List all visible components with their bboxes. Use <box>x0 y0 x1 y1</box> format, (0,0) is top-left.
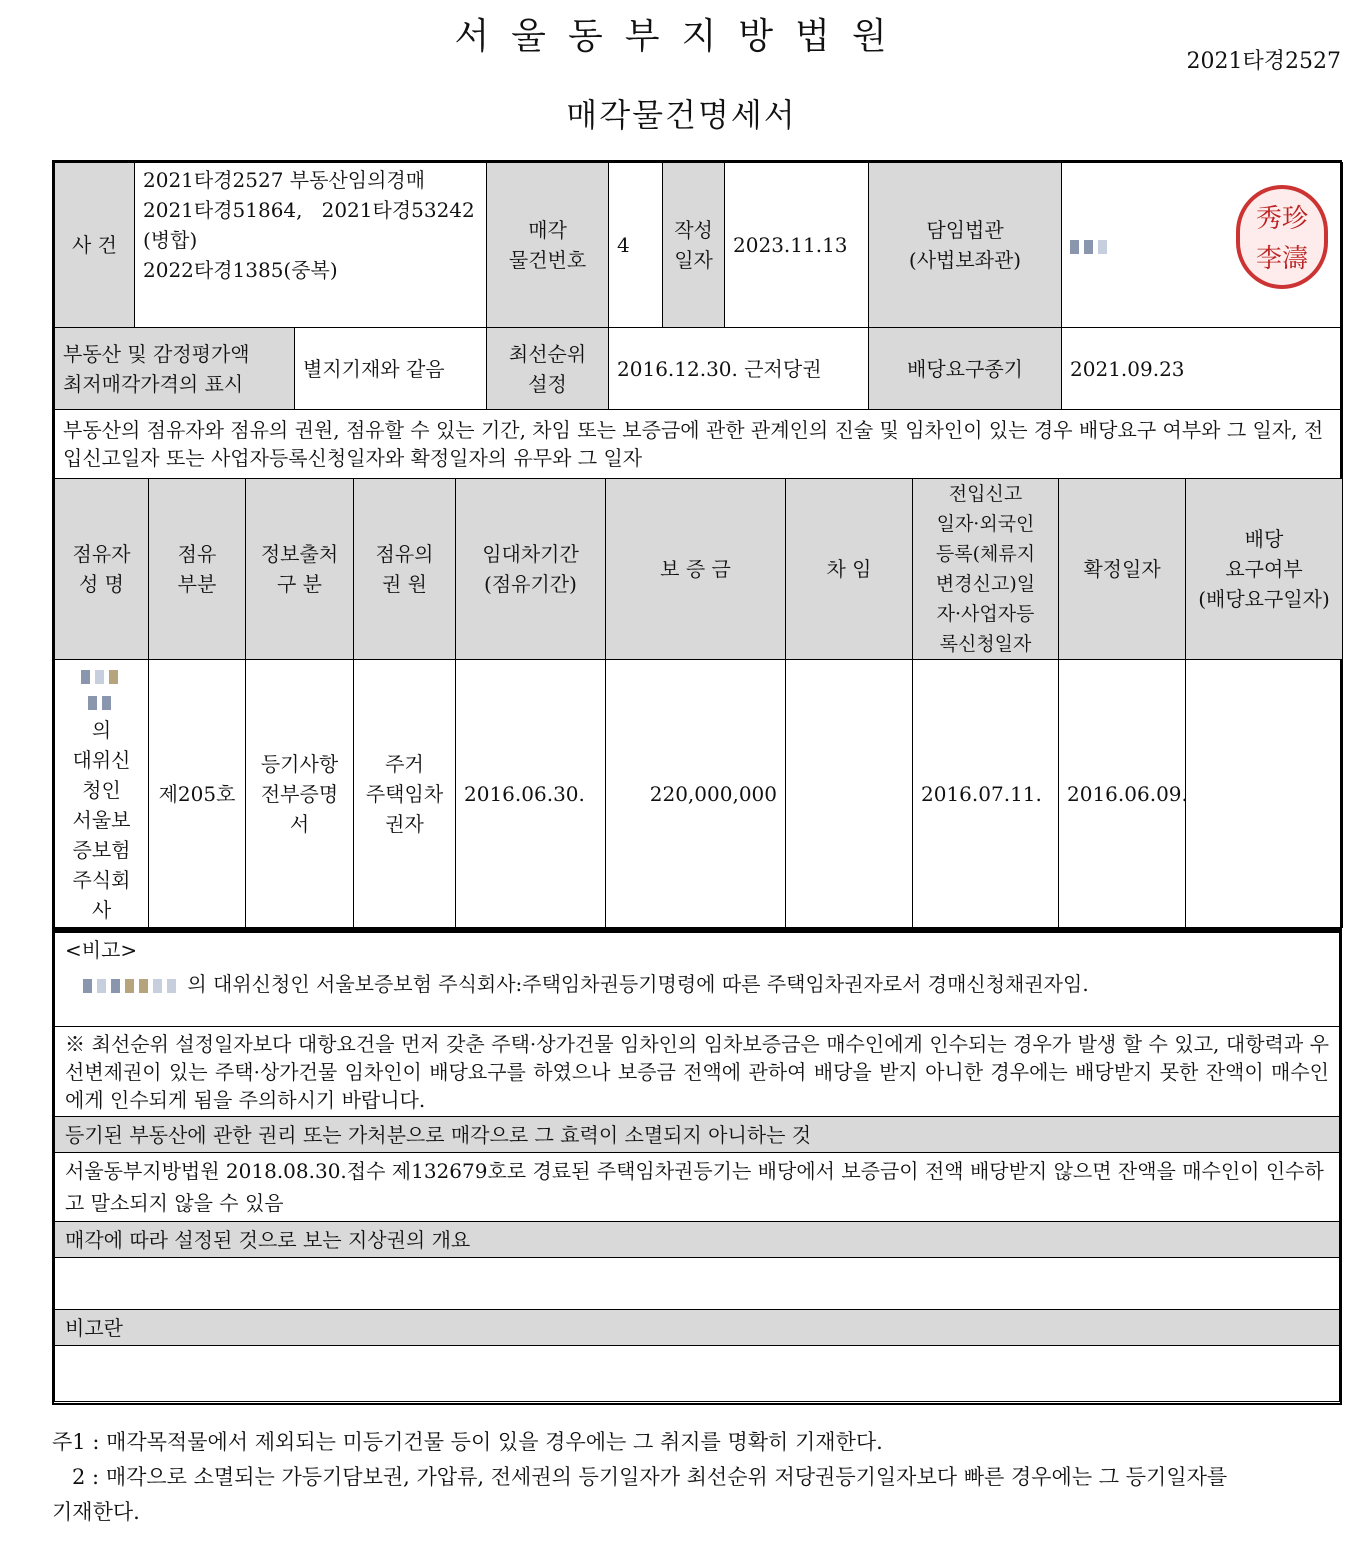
info-source: 등기사항 전부증명 서 <box>246 660 354 928</box>
registered-text: 서울동부지방법원 2018.08.30.접수 제132679호로 경료된 주택임차권등기는 배당에서 보증금이 전액 배당받지 않으면 잔액을 매수인이 인수하고 말소되지 않을 수 있음 <box>55 1153 1340 1222</box>
occupant-name-cell <box>55 660 149 928</box>
lower-section <box>52 930 1342 1405</box>
date-label: 작성 일자 <box>663 163 725 328</box>
priority-value: 2016.12.30. 근저당권 <box>609 328 869 410</box>
header-row <box>55 479 1343 660</box>
col-dividend: 배당 요구여부 (배당요구일자) <box>1186 479 1343 660</box>
deposit: 220,000,000 <box>606 660 786 928</box>
occupancy-table <box>52 478 1342 930</box>
redacted-name <box>83 972 187 996</box>
col-rent: 차 임 <box>786 479 913 660</box>
display-label: 부동산 및 감정평가액 최저매각가격의 표시 <box>55 328 295 410</box>
footnote: 주1 : 매각목적물에서 제외되는 미등기건물 등이 있을 경우에는 그 취지를 명확히 기재한다. <box>52 1430 883 1454</box>
item-number-label: 매각 물건번호 <box>487 163 609 328</box>
table-row <box>55 660 1343 928</box>
case-info <box>135 163 487 328</box>
move-in-date: 2016.07.11. <box>913 660 1059 928</box>
surface-right-label: 매각에 따라 설정된 것으로 보는 지상권의 개요 <box>55 1222 1340 1258</box>
registered-label: 등기된 부동산에 관한 권리 또는 가처분으로 매각으로 그 효력이 소멸되지 아니하는 것 <box>55 1117 1340 1153</box>
remarks-cell <box>55 933 1340 1027</box>
surface-right-text <box>55 1258 1340 1310</box>
official-seal-icon: 秀珍 李濤 <box>1236 185 1328 289</box>
occupancy-intro: 부동산의 점유자와 점유의 권원, 점유할 수 있는 기간, 차임 또는 보증금에 관한 관계인의 진술 및 임차인이 있는 경우 배당요구 여부와 그 일자, 전입신고일자 또는 사업자등록신청일자와 확정일자의 유무와 그 일자 <box>55 410 1343 479</box>
occupancy-right: 주거 주택임차 권자 <box>354 660 456 928</box>
footnote: 기재한다. <box>52 1500 140 1524</box>
warning-text: ※ 최선순위 설정일자보다 대항요건을 먼저 갖춘 주택·상가건물 임차인의 임차보증금은 매수인에게 인수되는 경우가 발생 할 수 있고, 대항력과 우선변제권이 있는 주택·상가건물 임차인이 배당요구를 하였으나 보증금 전액에 관하여 배당을 받지 아니한 경우에는 배당받지 못한 잔액이 매수인에게 인수되게 됨을 주의하시기 바랍니다. <box>55 1027 1340 1117</box>
col-period: 임대차기간 (점유기간) <box>456 479 606 660</box>
case-number: 2021타경2527 <box>1186 49 1341 74</box>
case-line: (병합) <box>143 228 198 252</box>
col-occupant-name: 점유자 성 명 <box>55 479 149 660</box>
remark-column-label: 비고란 <box>55 1310 1340 1346</box>
lease-period: 2016.06.30. <box>456 660 606 928</box>
court-name: 서울동부지방법원 <box>454 16 909 57</box>
col-fixed-date: 확정일자 <box>1059 479 1186 660</box>
footnotes <box>52 1425 1342 1530</box>
case-label: 사 건 <box>55 163 135 328</box>
deadline-label: 배당요구종기 <box>869 328 1062 410</box>
remark-column-text <box>55 1346 1340 1402</box>
dividend-request <box>1186 660 1343 928</box>
redacted-name <box>57 663 146 715</box>
footnote: 2 : 매각으로 소멸되는 가등기담보권, 가압류, 전세권의 등기일자가 최선순위 저당권등기일자보다 빠른 경우에는 그 등기일자를 <box>52 1465 1228 1489</box>
col-deposit: 보 증 금 <box>606 479 786 660</box>
judge-label: 담임법관 (사법보좌관) <box>869 163 1062 328</box>
summary-section <box>52 160 1342 480</box>
priority-label: 최선순위 설정 <box>487 328 609 410</box>
written-date: 2023.11.13 <box>725 163 869 328</box>
col-source: 정보출처 구 분 <box>246 479 354 660</box>
col-right: 점유의 권 원 <box>354 479 456 660</box>
case-line: 2021타경51864, 2021타경53242 <box>143 198 475 222</box>
fixed-date: 2016.06.09. <box>1059 660 1186 928</box>
remarks-text: 의 대위신청인 서울보증보험 주식회사:주택임차권등기명령에 따른 주택임차권자로서 경매신청채권자임. <box>187 972 1089 996</box>
deadline-value: 2021.09.23 <box>1062 328 1343 410</box>
item-number: 4 <box>609 163 663 328</box>
rent <box>786 660 913 928</box>
case-line: 2021타경2527 부동산임의경매 <box>143 168 426 192</box>
occupant-name: 의 대위신 청인 서울보 증보험 주식회 사 <box>72 717 131 922</box>
document-title: 매각물건명세서 <box>566 96 797 134</box>
col-move-in: 전입신고 일자·외국인 등록(체류지 변경신고)일 자·사업자등 록신청일자 <box>913 479 1059 660</box>
case-line: 2022타경1385(중복) <box>143 258 338 282</box>
col-part: 점유 부분 <box>149 479 246 660</box>
remarks-label: <비고> <box>65 938 138 962</box>
judge-cell <box>1062 163 1343 328</box>
occupied-part: 제205호 <box>149 660 246 928</box>
display-value: 별지기재와 같음 <box>295 328 487 410</box>
redacted-name <box>1070 233 1112 257</box>
